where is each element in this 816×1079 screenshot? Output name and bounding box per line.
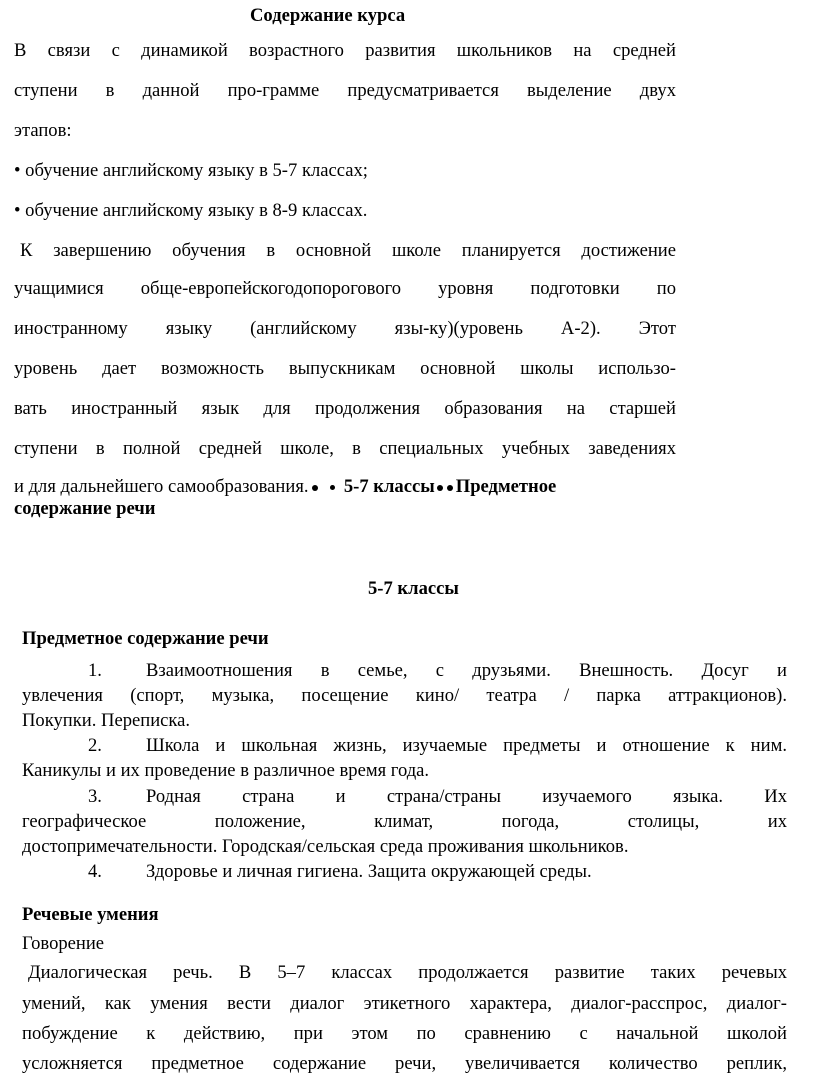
item-text: Каникулы и их проведение в различное время года.	[22, 760, 430, 781]
item-number: 3.	[88, 786, 102, 807]
item-text: Школа и школьная жизнь, изучаемые предметы и отношение к ним.	[146, 735, 787, 756]
inline-subject-heading: Предметное	[455, 476, 557, 497]
inline-subject-heading-cont: содержание речи	[14, 498, 156, 519]
list-item	[22, 735, 787, 757]
dialog-line: Диалогическая речь. В 5–7 классах продолжается развитие таких речевых	[28, 962, 787, 983]
list-item	[22, 786, 787, 808]
stage-item: • обучение английскому языку в 5-7 классах;	[14, 160, 368, 181]
item-number: 1.	[88, 660, 102, 681]
grade-heading: 5-7 классы	[368, 578, 459, 599]
item-number: 2.	[88, 735, 102, 756]
dialog-line: умений, как умения вести диалог этикетного характера, диалог-расспрос, диалог-	[22, 993, 787, 1014]
speaking-heading: Говорение	[22, 933, 105, 954]
bullet-dot-icon	[437, 485, 443, 491]
subject-heading: Предметное содержание речи	[22, 628, 269, 649]
item-text: Покупки. Переписка.	[22, 710, 191, 731]
item-number: 4.	[88, 861, 102, 882]
bullet-dot-icon	[447, 485, 453, 491]
intro-line: В связи с динамикой возрастного развития школьников на средней	[14, 40, 676, 61]
bullet-dot-icon	[312, 485, 318, 491]
item-text: географическое положение, климат, погода, столицы, их	[22, 811, 787, 832]
goal-line: уровень дает возможность выпускникам основной школы использо-	[14, 358, 676, 379]
course-title: Содержание курса	[250, 5, 406, 26]
dialog-line: усложняется предметное содержание речи, увеличивается количество реплик,	[22, 1053, 787, 1074]
list-item	[22, 861, 787, 883]
goal-line: иностранному языку (английскому язы-ку)(уровень А-2). Этот	[14, 318, 676, 339]
stage-item: • обучение английскому языку в 8-9 классах.	[14, 200, 368, 221]
item-text: достопримечательности. Городская/сельская среда проживания школьников.	[22, 836, 629, 857]
item-text: Здоровье и личная гигиена. Защита окружающей среды.	[146, 861, 592, 882]
list-item	[22, 660, 787, 682]
goal-line: учащимися обще-европейскогодопорогового уровня подготовки по	[14, 278, 676, 299]
inline-grade-label: 5-7 классы	[343, 476, 435, 497]
skills-heading: Речевые умения	[22, 904, 159, 925]
goal-last-text: и для дальнейшего самообразования.	[14, 476, 309, 497]
goal-line: вать иностранный язык для продолжения образования на старшей	[14, 398, 676, 419]
goal-line: К завершению обучения в основной школе планируется достижение	[20, 240, 676, 261]
dialog-line: побуждение к действию, при этом по сравнению с начальной школой	[22, 1023, 787, 1044]
bullet-dot-icon	[330, 485, 335, 490]
goal-line: ступени в полной средней школе, в специальных учебных заведениях	[14, 438, 676, 459]
item-text: Родная страна и страна/страны изучаемого языка. Их	[146, 786, 787, 807]
intro-line: этапов:	[14, 120, 72, 141]
intro-line: ступени в данной про-грамме предусматривается выделение двух	[14, 80, 676, 101]
item-text: увлечения (спорт, музыка, посещение кино/ театра / парка аттракционов).	[22, 685, 787, 706]
item-text: Взаимоотношения в семье, с друзьями. Внешность. Досуг и	[146, 660, 787, 681]
goal-last-line	[14, 476, 676, 498]
